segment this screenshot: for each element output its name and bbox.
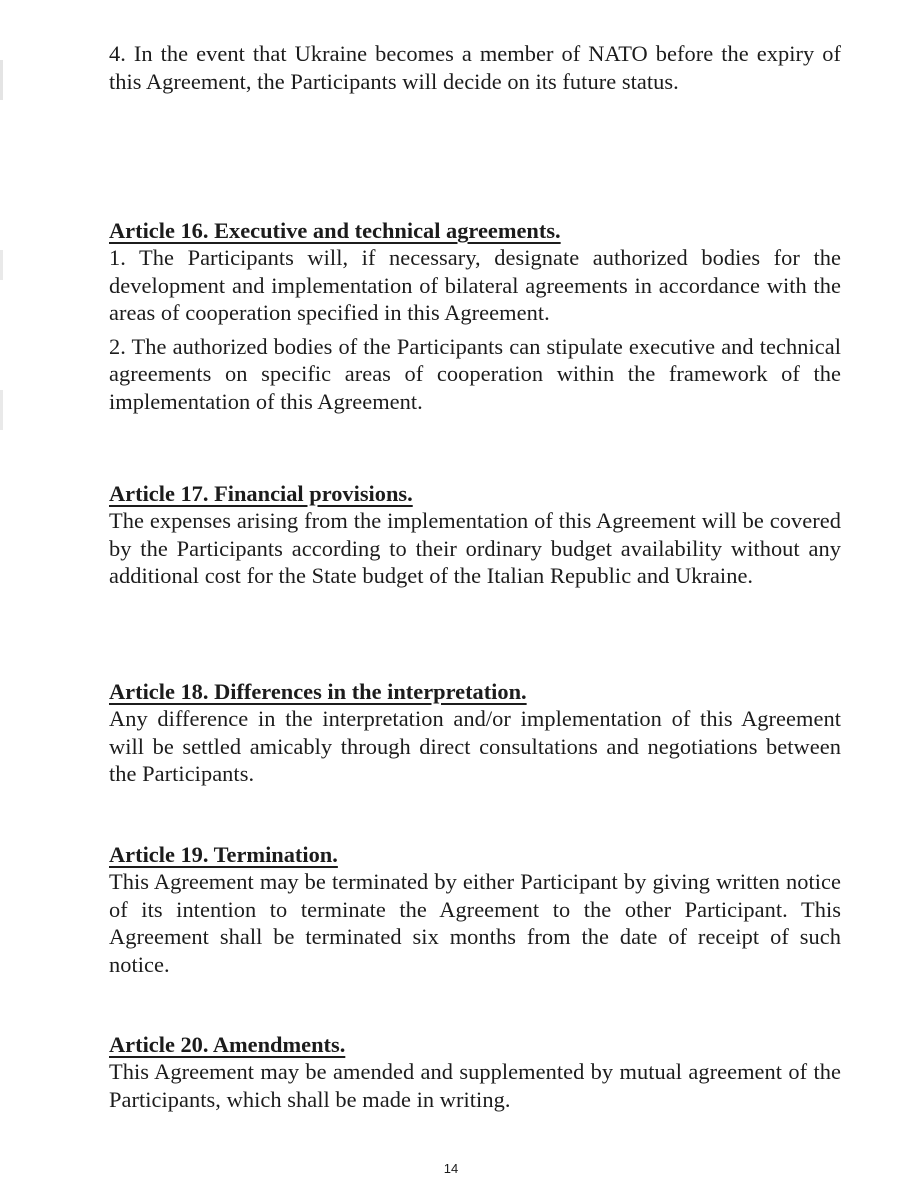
article-heading: Article 16. Executive and technical agreements. (109, 218, 561, 243)
intro-paragraph: 4. In the event that Ukraine becomes a member of NATO before the expiry of this Agreement, the Participants will decide on its future status. (109, 41, 841, 94)
page-number: 14 (443, 1161, 459, 1176)
article-17 (109, 480, 841, 590)
article-heading: Article 17. Financial provisions. (109, 481, 413, 506)
article-16 (109, 217, 841, 415)
scan-edge-mark (0, 60, 3, 100)
article-paragraph: Any difference in the interpretation and/or implementation of this Agreement will be settled amicably through direct consultations and negotiations between the Participants. (109, 706, 841, 786)
scan-edge-mark (0, 250, 3, 280)
article-paragraph: The expenses arising from the implementation of this Agreement will be covered by the Participants according to their ordinary budget availability without any additional cost for the State budget of the Italian Republic and Ukraine. (109, 508, 841, 588)
article-heading: Article 18. Differences in the interpretation. (109, 679, 527, 704)
article-20 (109, 1031, 841, 1113)
article-paragraph: 1. The Participants will, if necessary, designate authorized bodies for the development and implementation of bilateral agreements in accordance with the areas of cooperation specified in this Agreement. (109, 245, 841, 325)
intro-section (109, 40, 841, 95)
article-heading: Article 19. Termination. (109, 842, 338, 867)
article-paragraph: 2. The authorized bodies of the Participants can stipulate executive and technical agreements on specific areas of cooperation within the framework of the implementation of this Agreement. (109, 333, 841, 414)
article-paragraph: This Agreement may be amended and supplemented by mutual agreement of the Participants, which shall be made in writing. (109, 1059, 841, 1112)
scan-edge-mark (0, 390, 3, 430)
article-19 (109, 841, 841, 978)
article-paragraph: This Agreement may be terminated by either Participant by giving written notice of its intention to terminate the Agreement to the other Participant. This Agreement shall be terminated six months from the date of receipt of such notice. (109, 869, 841, 977)
article-heading: Article 20. Amendments. (109, 1032, 346, 1057)
article-18 (109, 678, 841, 788)
